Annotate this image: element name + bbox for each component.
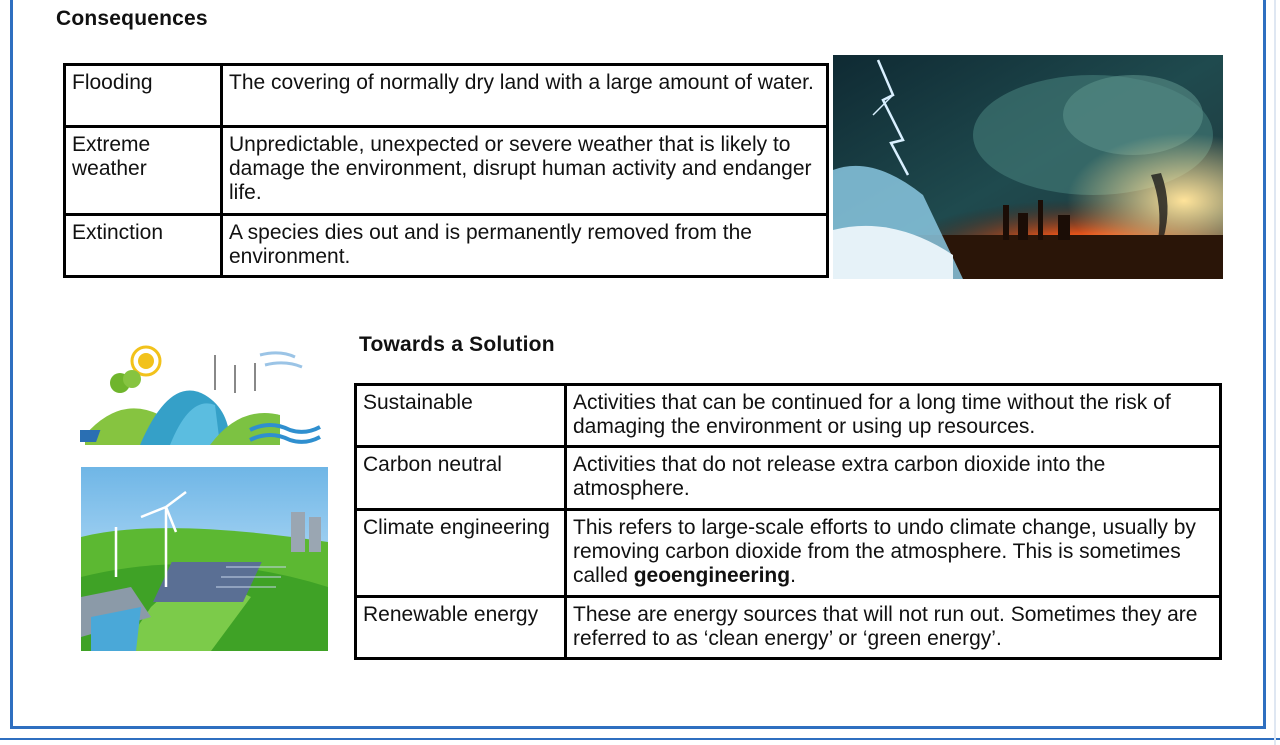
term-cell: Carbon neutral bbox=[356, 447, 566, 510]
definition-cell bbox=[566, 510, 1221, 597]
term-cell: Extreme weather bbox=[65, 127, 222, 215]
definition-cell: Activities that do not release extra carbon dioxide into the atmosphere. bbox=[566, 447, 1221, 510]
solution-heading: Towards a Solution bbox=[359, 333, 555, 356]
table-row bbox=[65, 215, 828, 277]
term-cell: Flooding bbox=[65, 65, 222, 127]
table-row bbox=[356, 597, 1221, 659]
definition-cell: The covering of normally dry land with a large amount of water. bbox=[222, 65, 828, 127]
renewable-energy-image bbox=[81, 467, 328, 651]
eco-landscape-icon bbox=[80, 335, 325, 455]
consequences-table bbox=[63, 63, 829, 278]
definition-cell: These are energy sources that will not run out. Sometimes they are referred to as ‘clean energy’ or ‘green energy’. bbox=[566, 597, 1221, 659]
storm-image bbox=[833, 55, 1223, 279]
definition-cell: Activities that can be continued for a long time without the risk of damaging the environment or using up resources. bbox=[566, 385, 1221, 447]
definition-cell: A species dies out and is permanently removed from the environment. bbox=[222, 215, 828, 277]
term-cell: Renewable energy bbox=[356, 597, 566, 659]
bottom-rule bbox=[0, 738, 1280, 740]
bold-term: geoengineering bbox=[633, 564, 791, 587]
term-cell: Extinction bbox=[65, 215, 222, 277]
definition-cell: Unpredictable, unexpected or severe weather that is likely to damage the environment, disrupt human activity and endanger life. bbox=[222, 127, 828, 215]
consequences-heading: Consequences bbox=[56, 7, 208, 30]
solution-table bbox=[354, 383, 1222, 660]
definition-suffix: . bbox=[790, 564, 796, 587]
table-row bbox=[356, 510, 1221, 597]
right-rule bbox=[1274, 0, 1276, 745]
table-row bbox=[356, 385, 1221, 447]
table-row bbox=[65, 127, 828, 215]
term-cell: Climate engineering bbox=[356, 510, 566, 597]
definition-text: This refers to large-scale efforts to undo climate change, usually by removing carbon dioxide from the atmosphere. This is sometimes called bbox=[573, 516, 1196, 587]
term-cell: Sustainable bbox=[356, 385, 566, 447]
table-row bbox=[65, 65, 828, 127]
table-row bbox=[356, 447, 1221, 510]
